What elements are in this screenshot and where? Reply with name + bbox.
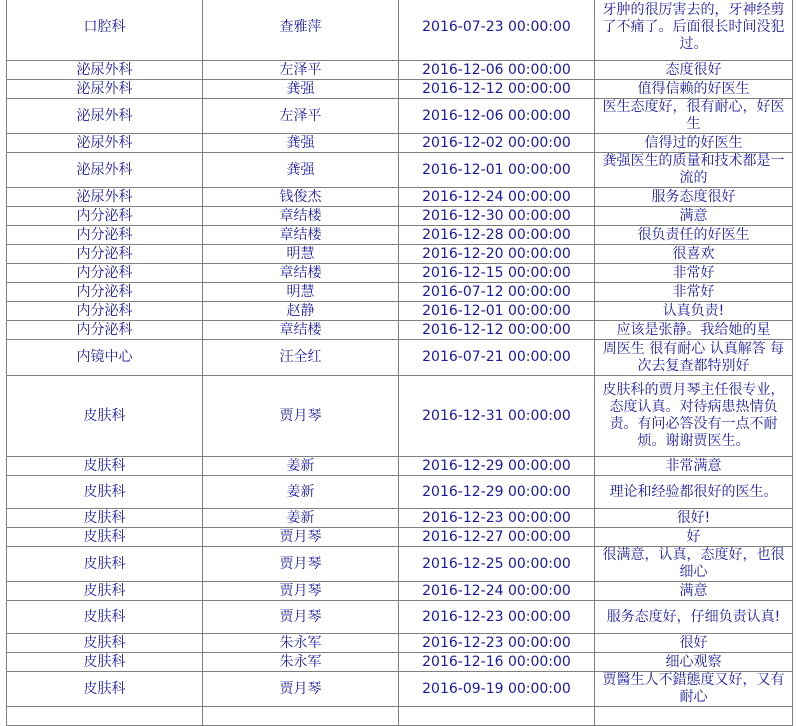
comment-cell: 皮肤科的贾月琴主任很专业，态度认真。对待病患热情负责。有问必答没有一点不耐烦。谢谢贾医生。 <box>595 376 793 457</box>
table-row <box>7 245 793 264</box>
department-cell: 内分泌科 <box>7 321 203 340</box>
department-cell: 泌尿外科 <box>7 153 203 188</box>
department-cell: 内分泌科 <box>7 264 203 283</box>
comment-cell: 龚强医生的质量和技术都是一流的 <box>595 153 793 188</box>
date-cell: 2016-12-06 00:00:00 <box>399 99 595 134</box>
date-cell: 2016-12-06 00:00:00 <box>399 61 595 80</box>
table-row <box>7 134 793 153</box>
table-row <box>7 321 793 340</box>
doctor-cell: 龚强 <box>203 153 399 188</box>
doctor-cell: 姜新 <box>203 509 399 528</box>
comment-cell: 信得过的好医生 <box>595 134 793 153</box>
table-row <box>7 707 793 726</box>
department-cell: 泌尿外科 <box>7 61 203 80</box>
table-row <box>7 376 793 457</box>
date-cell: 2016-12-24 00:00:00 <box>399 188 595 207</box>
department-cell: 皮肤科 <box>7 547 203 582</box>
doctor-cell <box>203 707 399 726</box>
comment-cell: 很喜欢 <box>595 245 793 264</box>
department-cell: 皮肤科 <box>7 672 203 707</box>
comment-cell: 周医生 很有耐心 认真解答 每次去复查都特别好 <box>595 340 793 376</box>
table-row <box>7 476 793 509</box>
comment-cell: 非常好 <box>595 283 793 302</box>
department-cell: 皮肤科 <box>7 634 203 653</box>
date-cell: 2016-12-15 00:00:00 <box>399 264 595 283</box>
doctor-cell: 左泽平 <box>203 99 399 134</box>
table-row <box>7 0 793 61</box>
date-cell: 2016-12-12 00:00:00 <box>399 80 595 99</box>
department-cell: 泌尿外科 <box>7 99 203 134</box>
doctor-cell: 章结楼 <box>203 226 399 245</box>
doctor-cell: 龚强 <box>203 80 399 99</box>
comment-cell: 态度很好 <box>595 61 793 80</box>
comment-cell: 细心观察 <box>595 653 793 672</box>
comment-cell: 牙肿的很厉害去的，牙神经剪了不痛了。后面很长时间没犯过。 <box>595 0 793 61</box>
doctor-cell: 贾月琴 <box>203 547 399 582</box>
table-row <box>7 283 793 302</box>
table-row <box>7 340 793 376</box>
doctor-cell: 贾月琴 <box>203 672 399 707</box>
department-cell: 内分泌科 <box>7 302 203 321</box>
date-cell: 2016-12-27 00:00:00 <box>399 528 595 547</box>
table-row <box>7 80 793 99</box>
table-row <box>7 672 793 707</box>
date-cell: 2016-12-29 00:00:00 <box>399 476 595 509</box>
table-row <box>7 601 793 634</box>
table-row <box>7 188 793 207</box>
comment-cell: 应该是张静。我给她的星 <box>595 321 793 340</box>
comment-cell: 贾醫生人不錯態度又好，又有耐心 <box>595 672 793 707</box>
doctor-cell: 贾月琴 <box>203 528 399 547</box>
date-cell: 2016-12-25 00:00:00 <box>399 547 595 582</box>
doctor-cell: 朱永军 <box>203 653 399 672</box>
table-row <box>7 99 793 134</box>
doctor-cell: 贾月琴 <box>203 601 399 634</box>
table-row <box>7 264 793 283</box>
doctor-cell: 汪全红 <box>203 340 399 376</box>
comment-cell: 很好 <box>595 634 793 653</box>
department-cell: 皮肤科 <box>7 528 203 547</box>
comment-cell: 满意 <box>595 207 793 226</box>
table-row <box>7 226 793 245</box>
date-cell: 2016-12-12 00:00:00 <box>399 321 595 340</box>
doctor-cell: 贾月琴 <box>203 582 399 601</box>
doctor-cell: 赵静 <box>203 302 399 321</box>
date-cell <box>399 707 595 726</box>
department-cell: 皮肤科 <box>7 376 203 457</box>
comment-cell: 很负责任的好医生 <box>595 226 793 245</box>
department-cell: 皮肤科 <box>7 476 203 509</box>
department-cell: 皮肤科 <box>7 601 203 634</box>
doctor-cell: 钱俊杰 <box>203 188 399 207</box>
table-row <box>7 61 793 80</box>
department-cell: 内分泌科 <box>7 245 203 264</box>
reviews-table-body <box>7 0 793 726</box>
doctor-cell: 明慧 <box>203 283 399 302</box>
department-cell: 泌尿外科 <box>7 188 203 207</box>
table-row <box>7 302 793 321</box>
comment-cell: 理论和经验都很好的医生。 <box>595 476 793 509</box>
doctor-cell: 左泽平 <box>203 61 399 80</box>
table-row <box>7 653 793 672</box>
department-cell: 口腔科 <box>7 0 203 61</box>
department-cell: 内分泌科 <box>7 226 203 245</box>
doctor-cell: 贾月琴 <box>203 376 399 457</box>
comment-cell: 非常满意 <box>595 457 793 476</box>
department-cell: 皮肤科 <box>7 582 203 601</box>
comment-cell: 值得信赖的好医生 <box>595 80 793 99</box>
doctor-cell: 章结楼 <box>203 264 399 283</box>
table-row <box>7 509 793 528</box>
doctor-cell: 朱永军 <box>203 634 399 653</box>
comment-cell: 满意 <box>595 582 793 601</box>
date-cell: 2016-12-28 00:00:00 <box>399 226 595 245</box>
table-row <box>7 207 793 226</box>
comment-cell: 医生态度好，很有耐心，好医生 <box>595 99 793 134</box>
comment-cell <box>595 707 793 726</box>
department-cell: 皮肤科 <box>7 457 203 476</box>
date-cell: 2016-12-29 00:00:00 <box>399 457 595 476</box>
comment-cell: 非常好 <box>595 264 793 283</box>
doctor-cell: 姜新 <box>203 476 399 509</box>
reviews-table <box>6 0 793 726</box>
date-cell: 2016-09-19 00:00:00 <box>399 672 595 707</box>
department-cell: 泌尿外科 <box>7 80 203 99</box>
table-row <box>7 634 793 653</box>
department-cell: 泌尿外科 <box>7 134 203 153</box>
date-cell: 2016-12-30 00:00:00 <box>399 207 595 226</box>
department-cell: 内分泌科 <box>7 283 203 302</box>
comment-cell: 很满意，认真，态度好，也很细心 <box>595 547 793 582</box>
comment-cell: 认真负责! <box>595 302 793 321</box>
date-cell: 2016-12-01 00:00:00 <box>399 153 595 188</box>
date-cell: 2016-07-21 00:00:00 <box>399 340 595 376</box>
doctor-cell: 章结楼 <box>203 207 399 226</box>
table-row <box>7 547 793 582</box>
date-cell: 2016-12-23 00:00:00 <box>399 634 595 653</box>
department-cell: 皮肤科 <box>7 509 203 528</box>
table-row <box>7 528 793 547</box>
department-cell <box>7 707 203 726</box>
table-row <box>7 457 793 476</box>
date-cell: 2016-12-24 00:00:00 <box>399 582 595 601</box>
table-row <box>7 153 793 188</box>
doctor-cell: 明慧 <box>203 245 399 264</box>
date-cell: 2016-12-01 00:00:00 <box>399 302 595 321</box>
table-row <box>7 582 793 601</box>
date-cell: 2016-12-23 00:00:00 <box>399 509 595 528</box>
date-cell: 2016-12-02 00:00:00 <box>399 134 595 153</box>
date-cell: 2016-12-20 00:00:00 <box>399 245 595 264</box>
comment-cell: 服务态度很好 <box>595 188 793 207</box>
comment-cell: 好 <box>595 528 793 547</box>
doctor-cell: 姜新 <box>203 457 399 476</box>
department-cell: 内镜中心 <box>7 340 203 376</box>
date-cell: 2016-12-23 00:00:00 <box>399 601 595 634</box>
date-cell: 2016-12-16 00:00:00 <box>399 653 595 672</box>
doctor-cell: 龚强 <box>203 134 399 153</box>
date-cell: 2016-12-31 00:00:00 <box>399 376 595 457</box>
comment-cell: 很好! <box>595 509 793 528</box>
department-cell: 内分泌科 <box>7 207 203 226</box>
comment-cell: 服务态度好，仔细负责认真! <box>595 601 793 634</box>
date-cell: 2016-07-12 00:00:00 <box>399 283 595 302</box>
doctor-cell: 章结楼 <box>203 321 399 340</box>
department-cell: 皮肤科 <box>7 653 203 672</box>
doctor-cell: 查雅萍 <box>203 0 399 61</box>
date-cell: 2016-07-23 00:00:00 <box>399 0 595 61</box>
